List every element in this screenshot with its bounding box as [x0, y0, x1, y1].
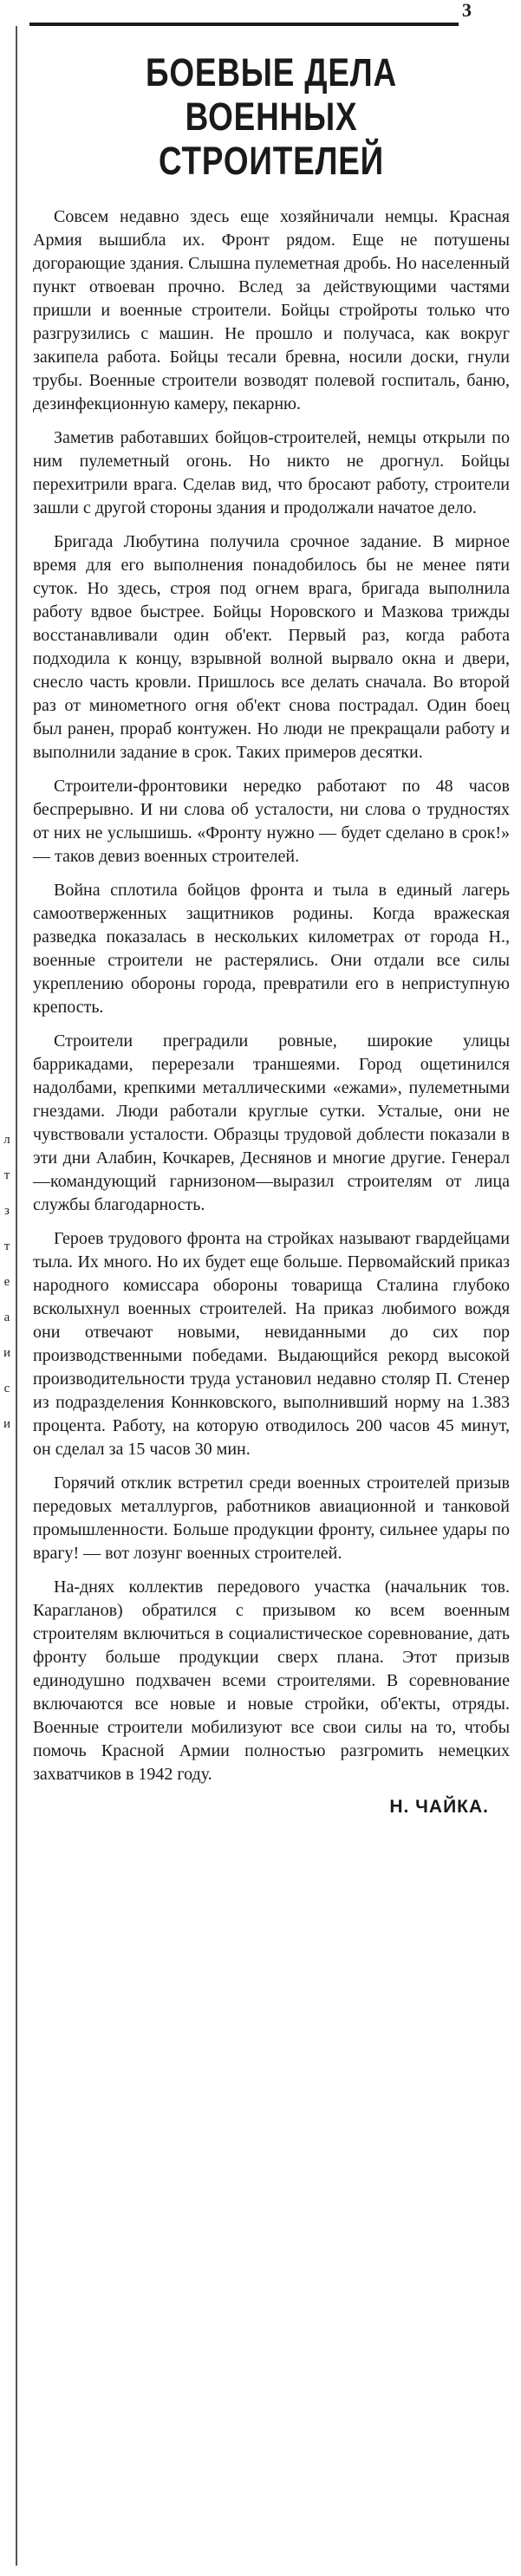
margin-letter: з [4, 1204, 10, 1218]
paragraph: Заметив работавших бойцов-строителей, немцы открыли по ним пулеметный огонь. Но никто не дрогнул. Бойцы перехитрили врага. Сделав вид, что бросают работу, строители зашли с другой стороны здания и продолжали начатое дело. [33, 428, 510, 517]
top-rule [29, 23, 459, 26]
paragraph: Война сплотила бойцов фронта и тыла в единый лагерь самоотверженных защитников родины. Когда вражеская разведка показалась в нескольких километрах от города Н., военные строители не растерялись. Они отдали все силы укреплению обороны города, превратили его в неприступную крепость. [33, 881, 510, 1017]
margin-letter: с [3, 1382, 10, 1395]
paragraph: На-днях коллектив передового участка (начальник тов. Карагланов) обратился с призывом ко всем военным строителям включиться в социалистическое соревнование, дать фронту больше продукции сверх плана. Этот призыв единодушно подхвачен всеми строителями. В соревнование включаются все новые и новые стройки, об'екты, отряды. Военные строители мобилизуют все свои силы на то, чтобы помочь Красной Армии полностью разгромить немецких захватчиков в 1942 году. [33, 1577, 510, 1784]
margin-letter: т [3, 1168, 10, 1182]
headline-line-1: БОЕВЫЕ ДЕЛА [146, 50, 397, 94]
page-number: 3 [462, 0, 472, 21]
margin-letter: и [3, 1417, 11, 1431]
paragraph: Строители-фронтовики нередко работают по 48 часов беспрерывно. И ни слова об усталости, ни слова о трудностях от них не услышишь. «Фронту нужно — будет сделано в срок!» — таков девиз военных строителей. [33, 777, 510, 866]
margin-letter: л [3, 1133, 10, 1147]
article-body [33, 205, 510, 1786]
margin-letter: е [3, 1275, 10, 1289]
paragraph: Горячий отклик встретил среди военных строителей призыв передовых металлургов, работников авиационной и танковой промышленности. Больше продукции фронту, сильнее удары по врагу! — вот лозунг военных строителей. [33, 1473, 510, 1563]
margin-letter: т [3, 1239, 10, 1253]
article-headline [76, 50, 467, 183]
column-divider [16, 26, 17, 2566]
author-signature: Н. ЧАЙКА. [389, 1797, 489, 1817]
paragraph: Совсем недавно здесь еще хозяйничали немцы. Красная Армия вышибла их. Фронт рядом. Еще не потушены догорающие здания. Слышна пулеметная дробь. Но населенный пункт отвоеван прочно. Вслед за действующими частями пришли и военные строители. Бойцы стройроты только что разгрузились с машин. Не прошло и получаса, как вокруг закипела работа. Бойцы тесали бревна, носили доски, гнули трубы. Военные строители возводят полевой госпиталь, баню, дезинфекционную камеру, пекарню. [33, 207, 510, 413]
headline-line-2: ВОЕННЫХ СТРОИТЕЛЕЙ [158, 94, 384, 183]
margin-letter: и [3, 1346, 11, 1360]
article [33, 50, 510, 1818]
paragraph: Бригада Любутина получила срочное задание. В мирное время для его выполнения понадобилось бы не менее пяти суток. Но здесь, строя под огнем врага, бригада выполнила работу вдвое быстрее. Бойцы Норовского и Мазкова трижды восстанавливали один об'ект. Первый раз, когда работа подходила к концу, взрывной волной вырвало окна и двери, снесло часть кровли. Пришлось все делать сначала. Во второй раз от минометного огня об'ект снова пострадал. Один боец был ранен, прораб контужен. Но люди не прекращали работу и выполнили задание в срок. Таких примеров десятки. [33, 532, 510, 762]
neighbor-column-fragment [2, 1122, 12, 1442]
margin-letter: а [3, 1311, 10, 1324]
paragraph: Строители преградили ровные, широкие улицы баррикадами, перерезали траншеями. Город ощетинился надолбами, крепкими металлическими «ежами», пулеметными гнездами. Люди работали круглые сутки. Усталые, они не чувствовали усталости. Образцы трудовой доблести показали в эти дни Алабин, Кочкарев, Деснянов и многие другие. Генерал—командующий гарнизоном—выразил строителям от лица службы благодарность. [33, 1031, 510, 1214]
paragraph: Героев трудового фронта на стройках называют гвардейцами тыла. Их много. Но их будет еще больше. Первомайский приказ народного комиссара обороны товарища Сталина глубоко всколыхнул военных строителей. На приказ любимого вождя они отвечают новыми, невиданными до сих пор производственными победами. Выдающийся рекорд высокой производительности труда установил недавно столяр П. Стенер из подразделения Коннковского, выполнивший норму на 1.383 процента. Работу, на которую отводилось 200 часов 45 минут, он сделал за 15 часов 30 мин. [33, 1229, 510, 1459]
